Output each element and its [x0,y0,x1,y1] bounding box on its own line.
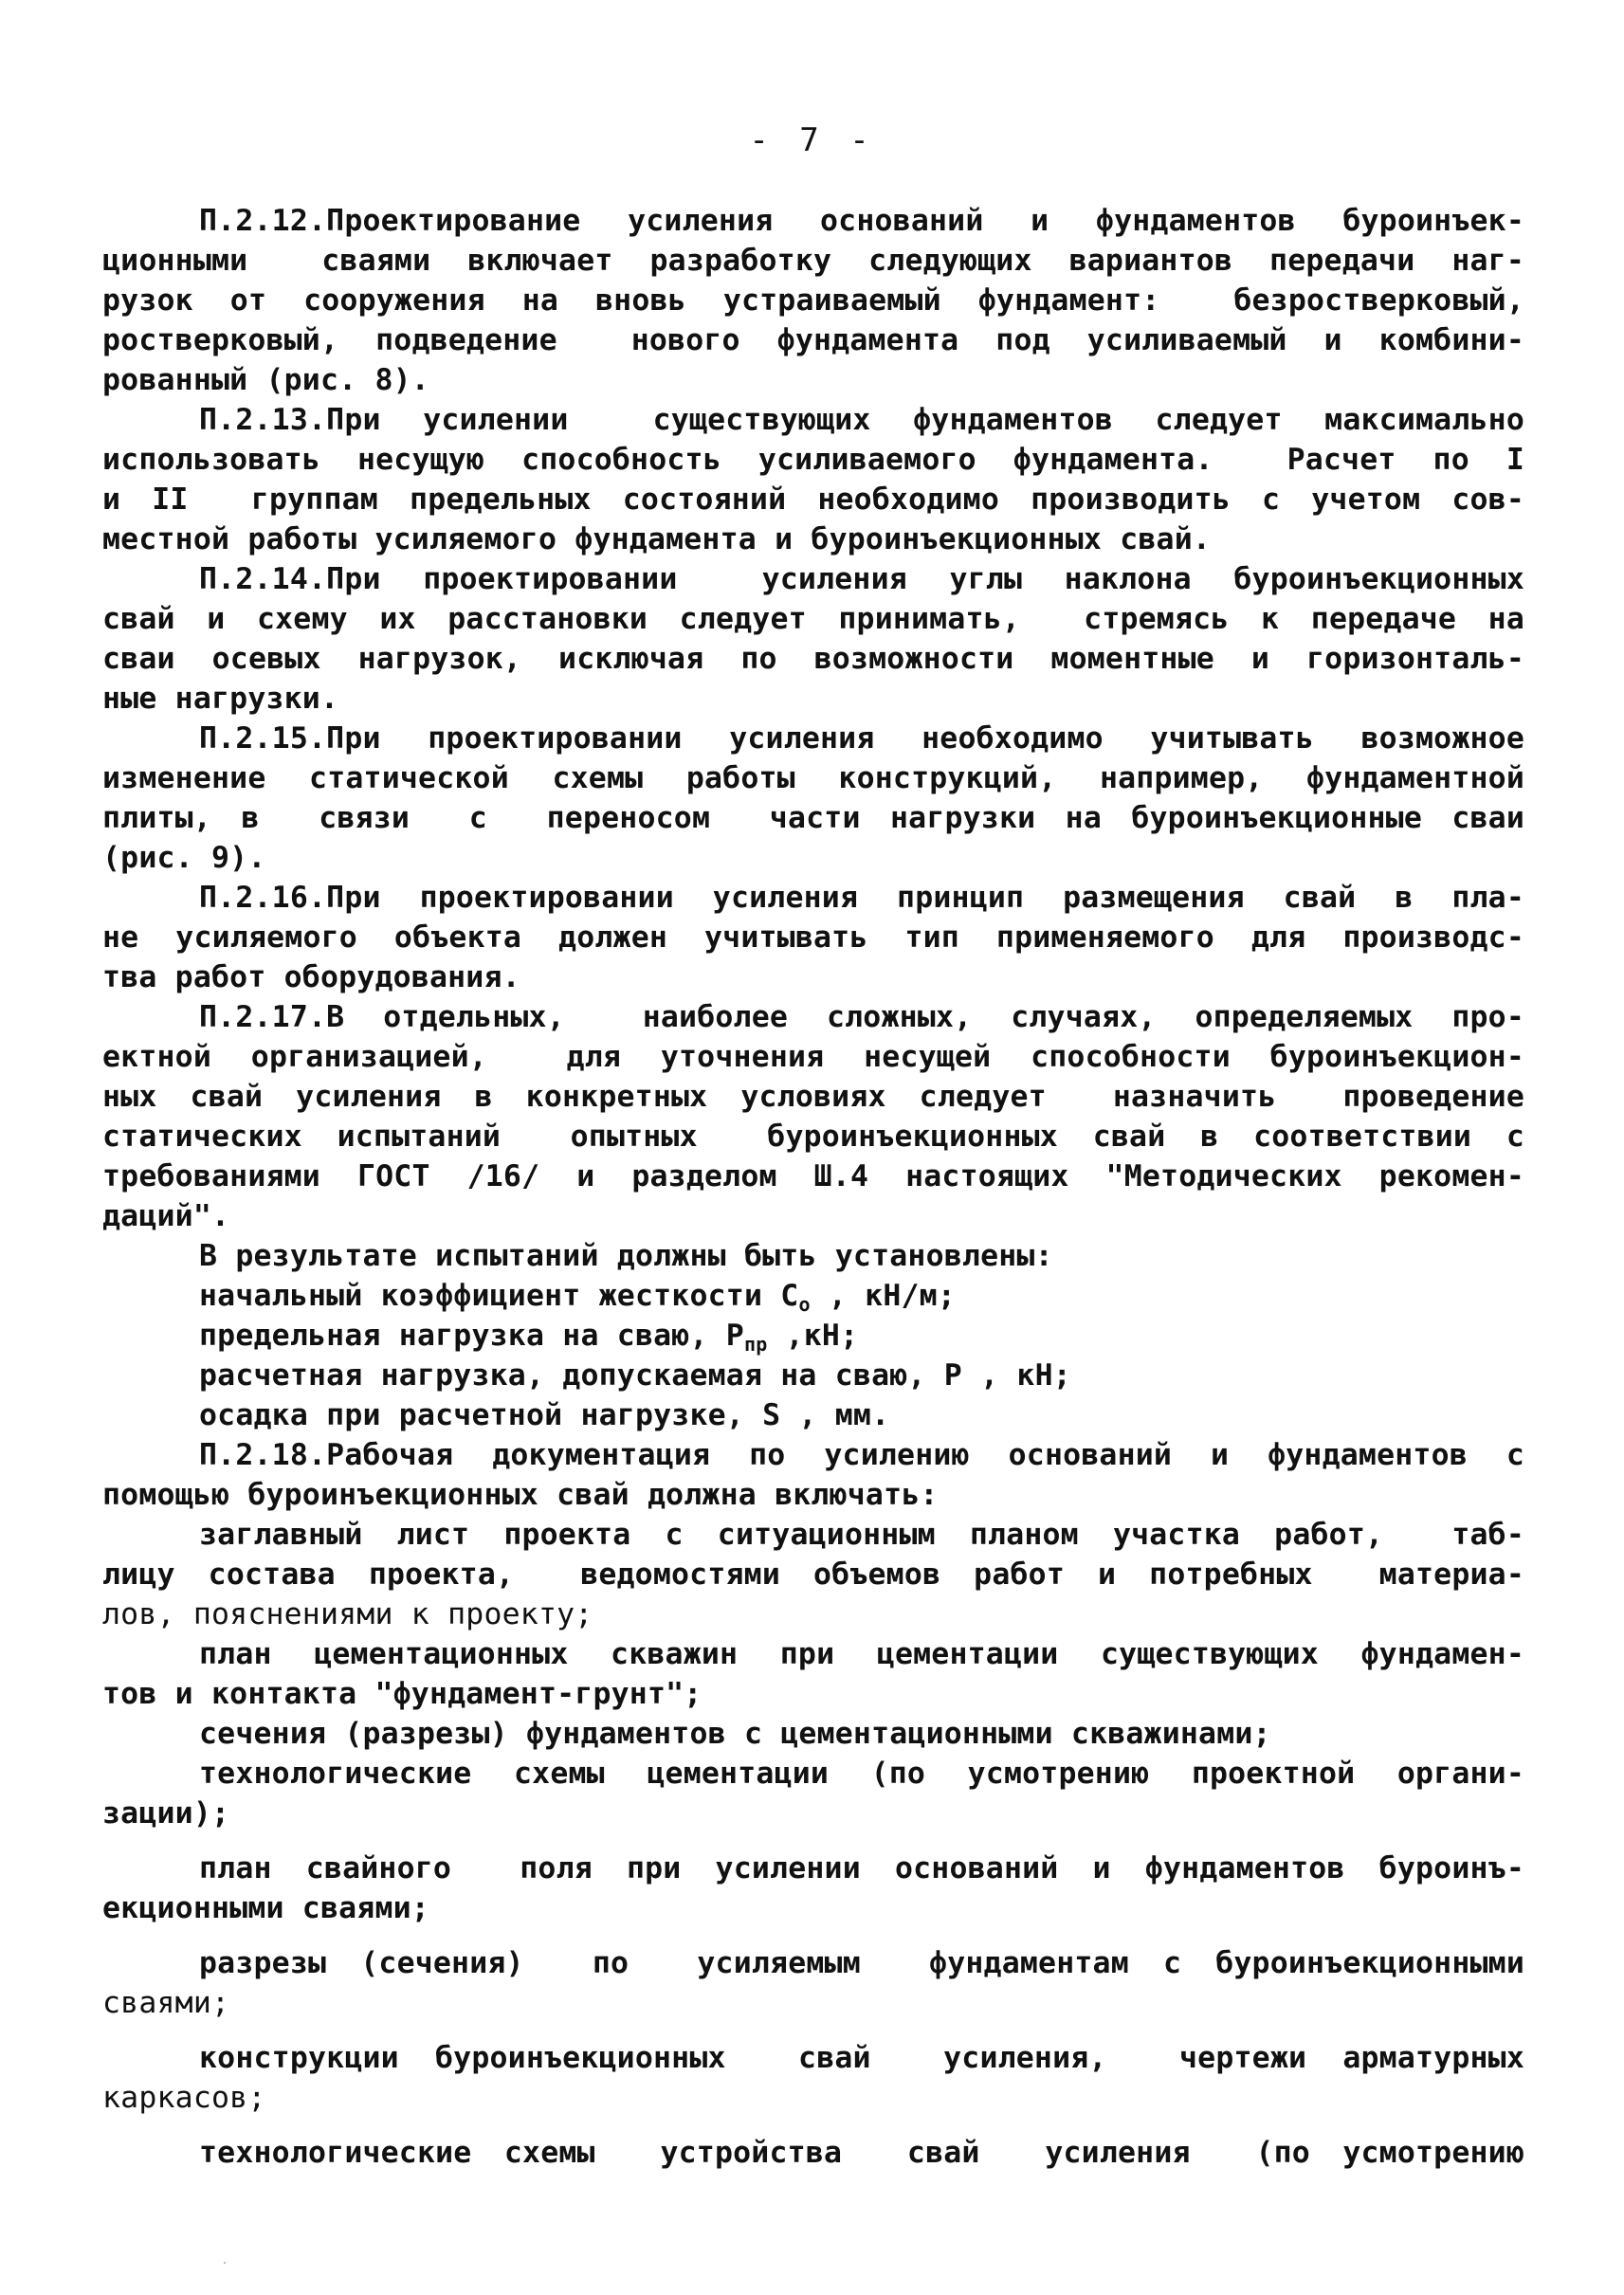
p218-item4-line-2: зации); [102,1796,230,1831]
p215-line-1: П.2.15.При проектировании усиления необходимо учитывать возможное [199,721,1524,756]
p214-line-1: П.2.14.При проектировании усиления углы наклона буроинъекционных [199,562,1524,596]
p218-item6-line-1: разрезы (сечения) по усиляемым фундаментам с буроинъекционными [199,1946,1524,1980]
p212-line-5: рованный (рис. 8). [102,363,429,397]
p213-line-2: использовать несущую способность усиливаемого фундамента. Расчет по I [102,443,1524,477]
results-item-limit-load-text: предельная нагрузка на сваю, Р [199,1319,744,1353]
results-item-settlement: осадка при расчетной нагрузке, S , мм. [199,1398,890,1432]
page-number: - 7 - [749,121,875,159]
p216-line-3: тва работ оборудования. [102,960,520,994]
results-item-stiffness-unit: , кН/м; [810,1279,957,1313]
p213-line-3: и II группам предельных состояний необходимо производить с учетом сов- [102,483,1524,517]
p218-item6-line-2: сваями; [102,1986,230,2020]
p213-line-1: П.2.13.При усилении существующих фундаментов следует максимально [199,403,1524,437]
p218-item2-line-1: план цементационных скважин при цементации существующих фундамен- [199,1637,1524,1671]
p214-line-3: сваи осевых нагрузок, исключая по возможности моментные и горизонталь- [102,642,1524,676]
results-item-limit-load-sub: пр [743,1333,768,1356]
p218-line-2: помощью буроинъекционных свай должна включать: [102,1478,939,1512]
p215-line-3: плиты, в связи с переносом части нагрузки на буроинъекционные сваи [102,801,1524,835]
p218-item1-line-1: заглавный лист проекта с ситуационным планом участка работ, таб- [199,1518,1524,1552]
p217-line-5: требованиями ГОСТ /16/ и разделом Ш.4 настоящих "Методических рекомен- [102,1159,1524,1193]
p214-line-4: ные нагрузки. [102,682,339,716]
p217-line-4: статических испытаний опытных буроинъекционных свай в соответствии с [102,1120,1524,1154]
p217-line-2: ектной организацией, для уточнения несущей способности буроинъекцион- [102,1040,1524,1074]
p216-line-1: П.2.16.При проектировании усиления принцип размещения свай в пла- [199,881,1524,915]
p218-item4-line-1: технологические схемы цементации (по усмотрению проектной органи- [199,1757,1524,1791]
p217-line-3: ных свай усиления в конкретных условиях следует назначить проведение [102,1080,1524,1114]
p218-item7-line-2: каркасов; [102,2081,266,2115]
p214-line-2: свай и схему их расстановки следует принимать, стремясь к передаче на [102,602,1524,636]
scan-speck [224,2262,226,2264]
results-item-stiffness-sub: о [798,1293,811,1316]
p218-item5-line-2: екционными сваями; [102,1891,429,1925]
p212-line-4: ростверковый, подведение нового фундамента под усиливаемый и комбини- [102,323,1524,357]
p215-line-2: изменение статической схемы работы конструкций, например, фундаментной [102,761,1524,795]
p218-item2-line-2: тов и контакта "фундамент-грунт"; [102,1677,703,1711]
p216-line-2: не усиляемого объекта должен учитывать тип применяемого для производс- [102,920,1524,955]
p218-item5-line-1: план свайного поля при усилении оснований и фундаментов буроинъ- [199,1851,1524,1885]
p212-line-1: П.2.12.Проектирование усиления оснований и фундаментов буроинъек- [199,204,1524,238]
results-item-limit-load-unit: ,кН; [767,1319,859,1353]
p217-line-1: П.2.17.В отдельных, наиболее сложных, случаях, определяемых про- [199,1000,1524,1034]
p217-line-6: даций". [102,1199,230,1233]
p218-item7-line-1: конструкции буроинъекционных свай усиления, чертежи арматурных [199,2041,1524,2075]
results-item-stiffness-text: начальный коэффициент жесткости С [199,1279,799,1313]
p218-item3-line-1: сечения (разрезы) фундаментов с цементационными скважинами; [199,1717,1271,1751]
p218-item1-line-3: лов, пояснениями к проекту; [102,1597,593,1631]
p213-line-4: местной работы усиляемого фундамента и буроинъекционных свай. [102,522,1212,556]
p218-item8-line-1: технологические схемы устройства свай усиления (по усмотрению [199,2136,1524,2170]
p218-line-1: П.2.18.Рабочая документация по усилению оснований и фундаментов с [199,1438,1524,1472]
p215-line-4: (рис. 9). [102,841,266,875]
p212-line-2: ционными сваями включает разработку следующих вариантов передачи наг- [102,244,1524,278]
results-item-design-load: расчетная нагрузка, допускаемая на сваю, Р , кН; [199,1358,1071,1393]
results-intro: В результате испытаний должны быть установлены: [199,1239,1053,1273]
p212-line-3: рузок от сооружения на вновь устраиваемый фундамент: безростверковый, [102,283,1524,318]
p218-item1-line-2: лицу состава проекта, ведомостями объемов работ и потребных материа- [102,1557,1524,1592]
